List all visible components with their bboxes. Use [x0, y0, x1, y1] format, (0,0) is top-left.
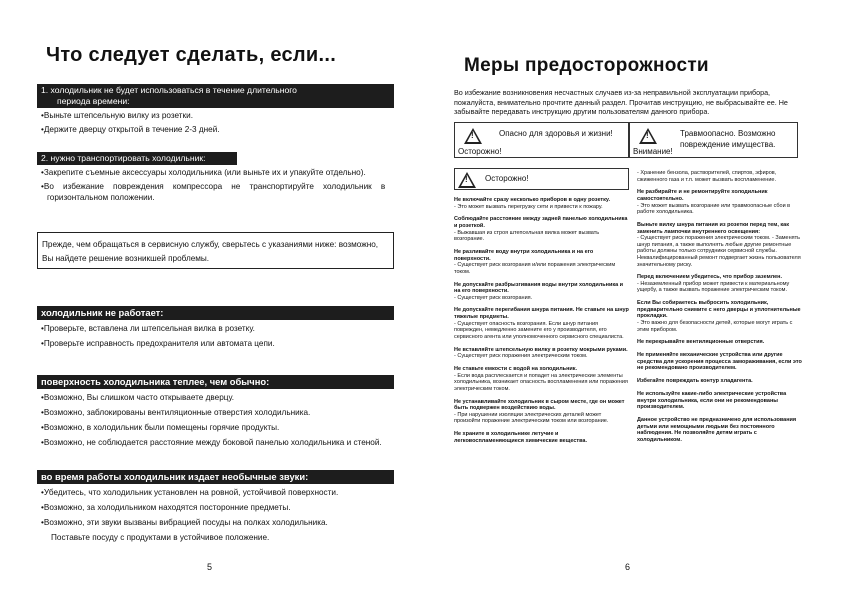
list-item: Не храните в холодильнике летучие и легковоспламеняющиеся химические вещества. — [454, 431, 587, 444]
warning-label: Внимание! — [633, 147, 673, 156]
warning-injury-box — [629, 122, 798, 158]
list-item: Соблюдайте расстояние между задней панелью холодильника и розеткой. - Выжавшая из строя штепсельная вилка может вызвать возгорание. — [454, 216, 628, 243]
warning-triangle-icon: ! — [464, 128, 482, 144]
section-header-long-storage — [37, 84, 394, 108]
list-long-storage — [41, 110, 220, 135]
list-item: •Убедитесь, что холодильник установлен на ровной, устойчивой поверхности. — [41, 488, 339, 497]
section-header-transport: 2. нужно транспортировать холодильник: — [37, 152, 237, 165]
list-item: Не допускайте перегибания шнура питания. Не ставьте на шнур тяжелые предметы. - Существует опасность возгорания. Если шнур питания поврежден, немедленно замените его у производителя, его сервисного агента или уполномоченного сервисного специалиста. — [454, 307, 629, 340]
list-item: Данное устройство не предназначено для использования детьми или немощными людьми без постоянного наблюдения. Не позволяйте детям играть с холодильником. — [637, 416, 797, 443]
warning-triangle-icon: ! — [639, 128, 657, 144]
list-item: •Проверьте исправность предохранителя или автомата цепи. — [41, 339, 275, 348]
list-item: •Держите дверцу открытой в течение 2-3 дней. — [41, 125, 220, 134]
caution-label: Осторожно! — [485, 174, 529, 183]
list-item: •Проверьте, вставлена ли штепсельная вилка в розетку. — [41, 324, 255, 333]
warning-triangle-icon: ! — [458, 172, 476, 188]
page-number-left: 5 — [207, 562, 213, 572]
section-header-noises: во время работы холодильник издает необычные звуки: — [37, 470, 394, 484]
page-title-right: Меры предосторожности — [464, 55, 709, 76]
list-item: Перед включением убедитесь, что прибор заземлен. - Незаземленный прибор может привести к материальному ущербу, а также вызвать поражение электрическим током. — [637, 274, 790, 294]
section-header-line: периода времени: — [57, 96, 130, 106]
warning-danger-box — [454, 122, 629, 158]
page-right — [421, 0, 842, 595]
warning-text: повреждение имущества. — [680, 140, 776, 149]
list-transport — [41, 167, 393, 203]
intro-line: забывайте передавать инструкцию другим пользователям данного прибора. — [454, 107, 710, 117]
list-item: •Выньте штепсельную вилку из розетки. — [41, 111, 193, 120]
list-item: •Возможно, Вы слишком часто открываете дверцу. — [41, 393, 234, 402]
list-item: •Возможно, заблокированы вентиляционные отверстия холодильника. — [41, 408, 311, 417]
list-noises — [41, 487, 338, 543]
list-item: горизонтальном положении. — [47, 193, 155, 202]
list-item: •Возможно, не соблюдается расстояние между боковой панелью холодильника и стеной. — [41, 438, 382, 447]
intro-line: пожалуйста, внимательно прочтите данный раздел. Прочитав инструкцию, не выбрасывайте ее. Не — [454, 97, 788, 107]
intro-line: Во избежание возникновения несчастных случаев из-за неправильной эксплуатации прибора, — [454, 88, 771, 97]
list-item: •Во избежание повреждения компрессора не транспортируйте холодильник в — [41, 182, 386, 191]
list-item: •Возможно, в холодильник были помещены горячие продукты. — [41, 423, 280, 432]
list-item: Не вставляйте штепсельную вилку в розетку мокрыми руками. - Существует риск поражения электрическим током. — [454, 346, 628, 360]
warning-label: Осторожно! — [458, 147, 502, 156]
section-header-warm-surface: поверхность холодильника теплее, чем обычно: — [37, 375, 394, 389]
list-item: Выньте вилку шнура питания из розетки перед тем, как заменить лампочки внутреннего освещения: - Существует риск поражения электрическим током. - Заменять шнур питания, а также выполнять любые другие ремонтные работы должны только сотрудники сервисной службы. Неквалифицированный ремонт подвергает жизнь пользователя значительному риску. — [637, 221, 801, 268]
list-item: Не устанавливайте холодильник в сыром месте, где он может быть подвержен воздействию воды. - При нарушении изоляции электрических деталей может произойти поражение электрическим током или возгорание. — [454, 398, 625, 425]
warning-text: Опасно для здоровья и жизни! — [499, 129, 613, 138]
section-header-not-working: холодильник не работает: — [37, 306, 394, 320]
list-item: •Возможно, за холодильником находятся посторонние предметы. — [41, 503, 291, 512]
list-item: •Возможно, эти звуки вызваны вибрацией посуды на полках холодильника. — [41, 518, 328, 527]
list-item: Не используйте какие-либо электрические устройства внутри холодильника, если они не рекомендованы производителем. — [637, 390, 787, 411]
list-item: - Хранение бензола, растворителей, спиртов, эфиров, сжиженного газа и т.п. может вызвать воспламенение. — [637, 170, 777, 183]
page-number-right: 6 — [625, 562, 631, 572]
intro-text — [454, 88, 809, 117]
precautions-column-1 — [454, 197, 629, 451]
list-item: Не ставьте емкости с водой на холодильник. - Если вода расплескается и попадет на электрические элементы холодильника, возникает опасность воспламенения или поражения электрическим током. — [454, 366, 628, 392]
list-item: Поставьте посуду с продуктами в устойчивое положение. — [51, 533, 270, 542]
list-item: Не допускайте разбрызгивания воды внутри холодильника и на его поверхности. - Существует риск возгорания. — [454, 281, 624, 301]
caution-box — [454, 168, 629, 190]
page-title-left: Что следует сделать, если... — [46, 44, 337, 66]
list-item: Не разбирайте и не ремонтируйте холодильник самостоятельно. - Это может вызвать возгорание или травмоопасные сбои в работе холодильника. — [637, 189, 791, 216]
section-header-line: 1. холодильник не будет использоваться в течение длительного — [41, 85, 297, 95]
list-item: Не применяйте механические устройства или другие средства для ускорения процесса замораживания, если это не рекомендовано производителем. — [637, 352, 802, 372]
precautions-column-2 — [637, 170, 802, 449]
list-not-working — [41, 323, 275, 349]
notice-line: Вы найдете решение возникшей проблемы. — [42, 254, 210, 263]
list-item: Избегайте повреждать контур хладагента. — [637, 378, 753, 385]
notice-box — [37, 232, 394, 269]
list-item: Не разливайте воду внутри холодильника и на его поверхности. - Существует риск возгорания и/или поражения электрическим током. — [454, 248, 616, 275]
list-item: Не перекрывайте вентиляционные отверстия. — [637, 339, 765, 346]
notice-line: Прежде, чем обращаться в сервисную службу, сверьтесь с указаниями ниже: возможно, — [42, 240, 379, 249]
list-item: •Закрепите съемные аксессуары холодильника (или выньте их и упакуйте отдельно). — [41, 168, 366, 177]
warning-text: Травмоопасно. Возможно — [680, 129, 776, 138]
list-item: Если Вы собираетесь выбросить холодильник, предварительно снимите с него дверцы и уплотнительные прокладки. - Это важно для безопасности детей, которые могут играть с этим прибором. — [637, 300, 801, 333]
list-item: Не включайте сразу несколько приборов в одну розетку. - Это может вызвать перегрузку сети и привести к пожару. — [454, 197, 610, 210]
list-warm-surface — [41, 392, 382, 448]
